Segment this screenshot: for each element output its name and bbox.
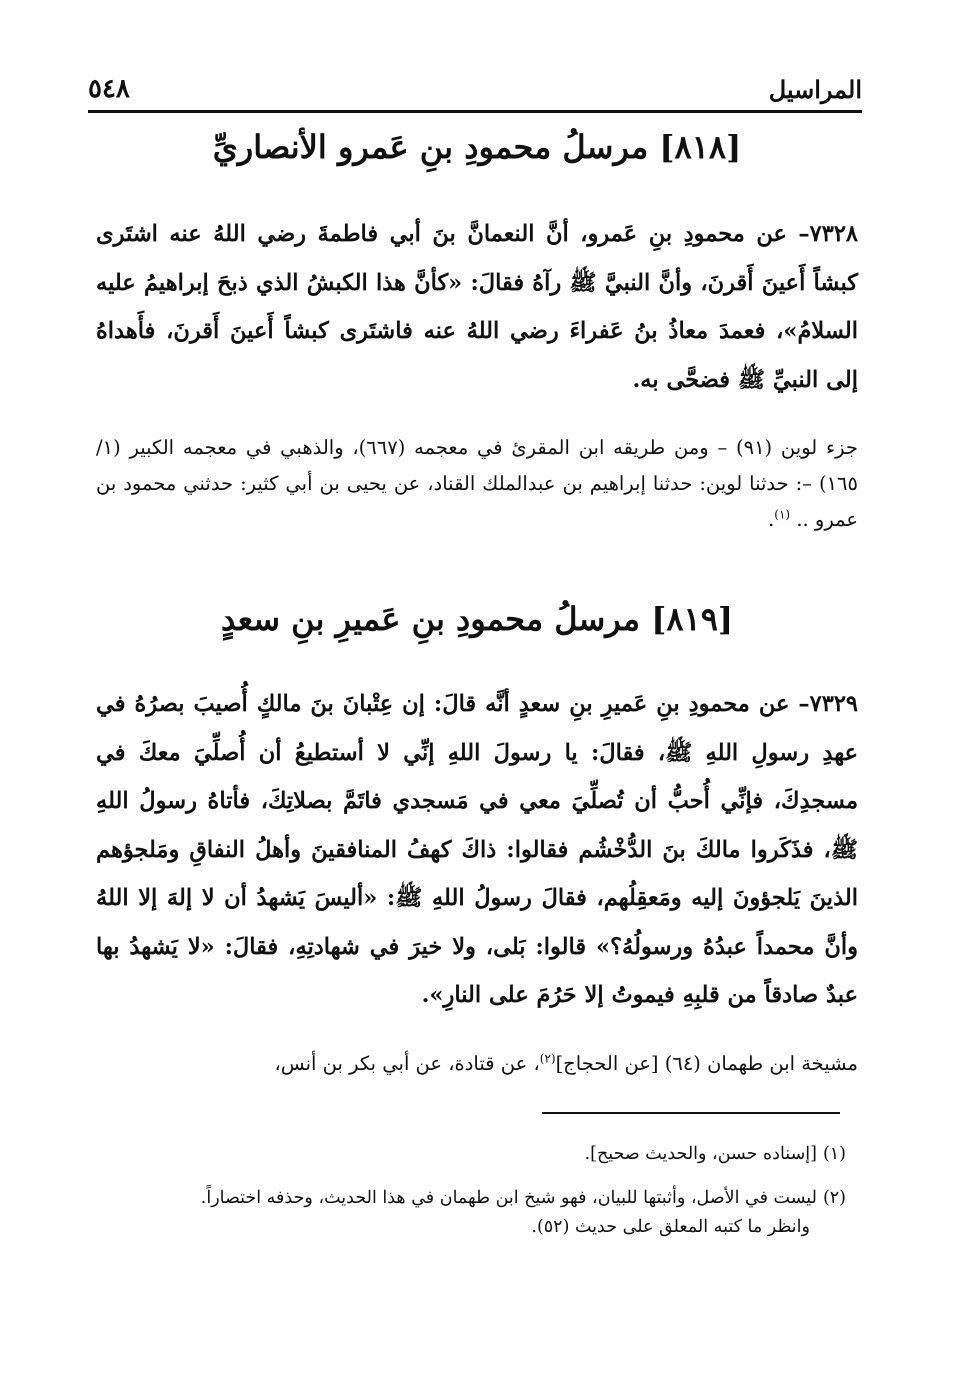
source-text: جزء لوين (٩١) – ومن طريقه ابن المقرئ في معجمه (٦٦٧)، والذهبي في معجمه الكبير (١/ ١٦٥) –: حدثنا لوين: حدثنا إبراهيم بن عبدالملك القناد، عن يحيى بن أبي كثير: حدثني محمود بن عمرو ..: [96, 436, 858, 531]
source-text-before: مشيخة ابن طهمان (٦٤) [عن الحجاج]: [555, 1052, 858, 1075]
hadith-number: ٧٣٢٨: [809, 221, 858, 247]
page-header: [88, 60, 862, 113]
footnote-2: [96, 1184, 846, 1242]
source-citation-818: جزء لوين (٩١) – ومن طريقه ابن المقرئ في معجمه (٦٦٧)، والذهبي في معجمه الكبير (١/ ١٦٥) –: حدثنا لوين: حدثنا إبراهيم بن عبدالملك القناد، عن يحيى بن أبي كثير: حدثني محمود بن عمرو .. $^{(١)}$.: [96, 436, 858, 531]
footnote-text: ليست في الأصل، وأثبتها للبيان، فهو شيخ ابن طهمان في هذا الحديث، وحذفه اختصاراً.: [200, 1188, 817, 1208]
footnote-ref-1[interactable]: (١): [774, 507, 791, 522]
hadith-text: – عن محمودِ بنِ عَميرِ بنِ سعدٍ أنَّه قالَ: إن عِتْبانَ بنَ مالكٍ أُصيبَ بصرُهُ في عهدِ رسولِ اللهِ ﷺ، فقالَ: يا رسولَ اللهِ إنِّي لا أستطيعُ أن أُصلِّيَ معكَ في مسجدِكَ، فإنِّي أُحبُّ أن تُصلِّيَ معي في مَسجدي فاتَمَّ بصلاتِكَ، فأتاهُ رسولُ اللهِ ﷺ، فذَكَروا مالكَ بنَ الدُّخْشُم فقالوا: ذاكَ كهفُ المنافقينَ وأهلُ النفاقِ ومَلجؤهم الذينَ يَلجؤونَ إليه ومَعقِلُهم، فقالَ رسولُ اللهِ ﷺ: «أليسَ يَشهدُ أن لا إلهَ إلا اللهُ وأنَّ محمداً عبدُهُ ورسولُهُ؟» قالوا: بَلى، ولا خيرَ في شهادتِهِ، فقالَ: «لا يَشهدُ بها عبدٌ صادقاً من قلبِهِ فيموتُ إلا حَرُمَ على النارِ».: [96, 691, 858, 1008]
page-number: ٥٤٨: [88, 74, 130, 104]
footnote-text: [إسناده حسن، والحديث صحيح].: [584, 1144, 817, 1164]
footnote-mark: (١): [822, 1144, 846, 1164]
running-title: المراسيل: [768, 75, 862, 104]
footnote-continuation: وانظر ما كتبه المعلق على حديث (٥٢).: [531, 1217, 810, 1237]
footnote-1: [96, 1140, 846, 1169]
footnote-mark: (٢): [822, 1188, 846, 1208]
section-title-818: [٨١٨] مرسلُ محمودِ بنِ عَمرو الأنصاريِّ: [212, 128, 742, 166]
section-title-819: [٨١٩] مرسلُ محمودِ بنِ عَميرِ بنِ سعدٍ: [220, 600, 734, 638]
hadith-7329: [96, 680, 858, 1020]
hadith-7328: [96, 210, 858, 404]
footnote-divider: [542, 1112, 840, 1114]
hadith-text: – عن محمودِ بنِ عَمرو، أنَّ النعمانَّ بنَ أبي فاطمةَ رضي اللهُ عنه اشتَرى كبشاً أَعينَ أَقرنَ، وأنَّ النبيَّ ﷺ رآهُ فقالَ: «كأنَّ هذا الكبشُ الذي ذبحَ إبراهيمُ عليه السلامُ»، فعمدَ معاذُ بنُ عَفراءَ رضي اللهُ عنه فاشتَرى كبشاً أَعينَ أَقرنَ، فأَهداهُ إلى النبيِّ ﷺ فضحَّى به.: [96, 221, 858, 393]
footnote-ref-2[interactable]: (٢): [539, 1051, 556, 1066]
source-text-after: ، عن قتادة، عن أبي بكر بن أنس،: [274, 1052, 540, 1075]
hadith-number: ٧٣٢٩: [809, 691, 858, 717]
source-citation-819: [96, 1046, 858, 1082]
